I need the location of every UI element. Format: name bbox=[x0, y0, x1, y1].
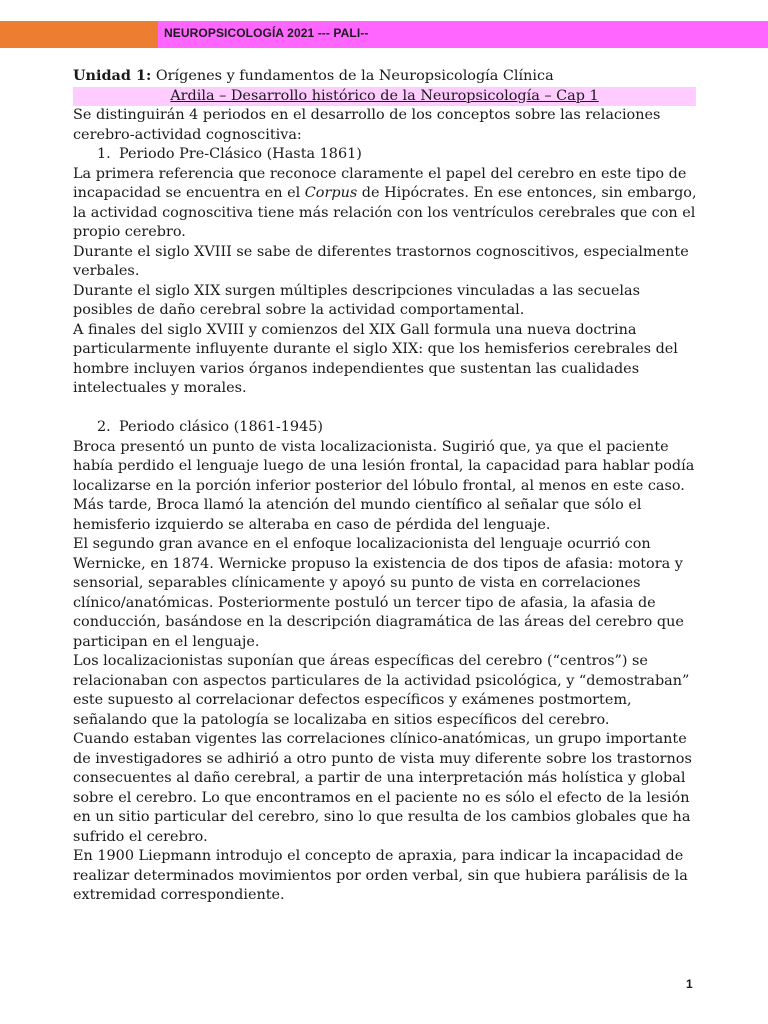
paragraph: Durante el siglo XVIII se sabe de diferentes trastornos cognoscitivos, especialmente verbales. bbox=[73, 243, 689, 279]
paragraph: En 1900 Liepmann introdujo el concepto de apraxia, para indicar la incapacidad de realizar determinados movimientos por orden verbal, sin que hubiera parálisis de la extremidad correspondiente. bbox=[73, 848, 688, 903]
page-number: 1 bbox=[686, 977, 693, 991]
paragraph: Los localizacionistas suponían que áreas específicas del cerebro (“centros”) se relacionaban con aspectos particulares de la actividad psicológica, y “demostraban” este supuesto al correlacionar defectos específicos y exámenes postmortem, señalando que la patología se localizaba en sitios específicos del cerebro. bbox=[73, 653, 690, 728]
document-body bbox=[73, 66, 703, 906]
paragraph: Broca presentó un punto de vista localizacionista. Sugirió que, ya que el paciente había perdido el lenguaje luego de una lesión frontal, la capacidad para hablar podía localizarse en la porción inferior posterior del lóbulo frontal, al menos en este caso. Más tarde, Broca llamó la atención del mundo científico al señalar que sólo el hemisferio izquierdo se alteraba en caso de pérdida del lenguaje. bbox=[73, 438, 695, 533]
text-run: de Hipócrates. En ese entonces, sin embargo, la actividad cognoscitiva tiene más relación con los ventrículos cerebrales que con el propio cerebro. bbox=[73, 185, 697, 240]
unit-heading bbox=[73, 66, 703, 87]
document-header-title: NEUROPSICOLOGÍA 2021 --- PALI-- bbox=[164, 26, 369, 40]
paragraph: Durante el siglo XIX surgen múltiples descripciones vinculadas a las secuelas posibles de daño cerebral sobre la actividad comportamental. bbox=[73, 282, 640, 318]
unit-title: Orígenes y fundamentos de la Neuropsicología Clínica bbox=[151, 68, 554, 84]
period-title: Periodo Pre-Clásico (Hasta 1861) bbox=[119, 146, 362, 162]
paragraph: Cuando estaban vigentes las correlaciones clínico-anatómicas, un grupo importante de investigadores se adhirió a otro punto de vista muy diferente sobre los trastornos consecuentes al daño cerebral, a partir de una interpretación más holística y global sobre el cerebro. Lo que encontramos en el paciente no es sólo el efecto de la lesión en un sitio particular del cerebro, sino lo que resulta de los cambios globales que ha sufrido el cerebro. bbox=[73, 731, 692, 845]
paragraph bbox=[73, 165, 703, 243]
header-accent-block bbox=[0, 21, 158, 48]
blank-line bbox=[73, 399, 703, 419]
period-title: Periodo clásico (1861-1945) bbox=[119, 419, 324, 435]
list-number: 2. bbox=[97, 419, 111, 435]
unit-label: Unidad 1: bbox=[73, 67, 152, 84]
text-run: La primera referencia que reconoce claramente el papel del cerebro en este tipo de incapacidad se encuentra en el bbox=[73, 165, 687, 201]
period-1-heading bbox=[73, 145, 703, 165]
intro-paragraph: Se distinguirán 4 periodos en el desarrollo de los conceptos sobre las relaciones cerebro-actividad cognoscitiva: bbox=[73, 107, 661, 143]
period-2-heading bbox=[73, 418, 703, 438]
paragraph: El segundo gran avance en el enfoque localizacionista del lenguaje ocurrió con Wernicke, en 1874. Wernicke propuso la existencia de dos tipos de afasia: motora y sensorial, separables clínicamente y apoyó su punto de vista en correlaciones clínico/anatómicas. Posteriormente postuló un tercer tipo de afasia, la afasia de conducción, basándose en la descripción diagramática de las áreas del cerebro que participan en el lenguaje. bbox=[73, 536, 684, 650]
italic-term: Corpus bbox=[304, 185, 358, 201]
chapter-subtitle: Ardila – Desarrollo histórico de la Neuropsicología – Cap 1 bbox=[73, 87, 696, 107]
list-number: 1. bbox=[97, 146, 111, 162]
paragraph: A finales del siglo XVIII y comienzos del XIX Gall formula una nueva doctrina particularmente influyente durante el siglo XIX: que los hemisferios cerebrales del hombre incluyen varios órganos independientes que sustentan las cualidades intelectuales y morales. bbox=[73, 321, 678, 396]
